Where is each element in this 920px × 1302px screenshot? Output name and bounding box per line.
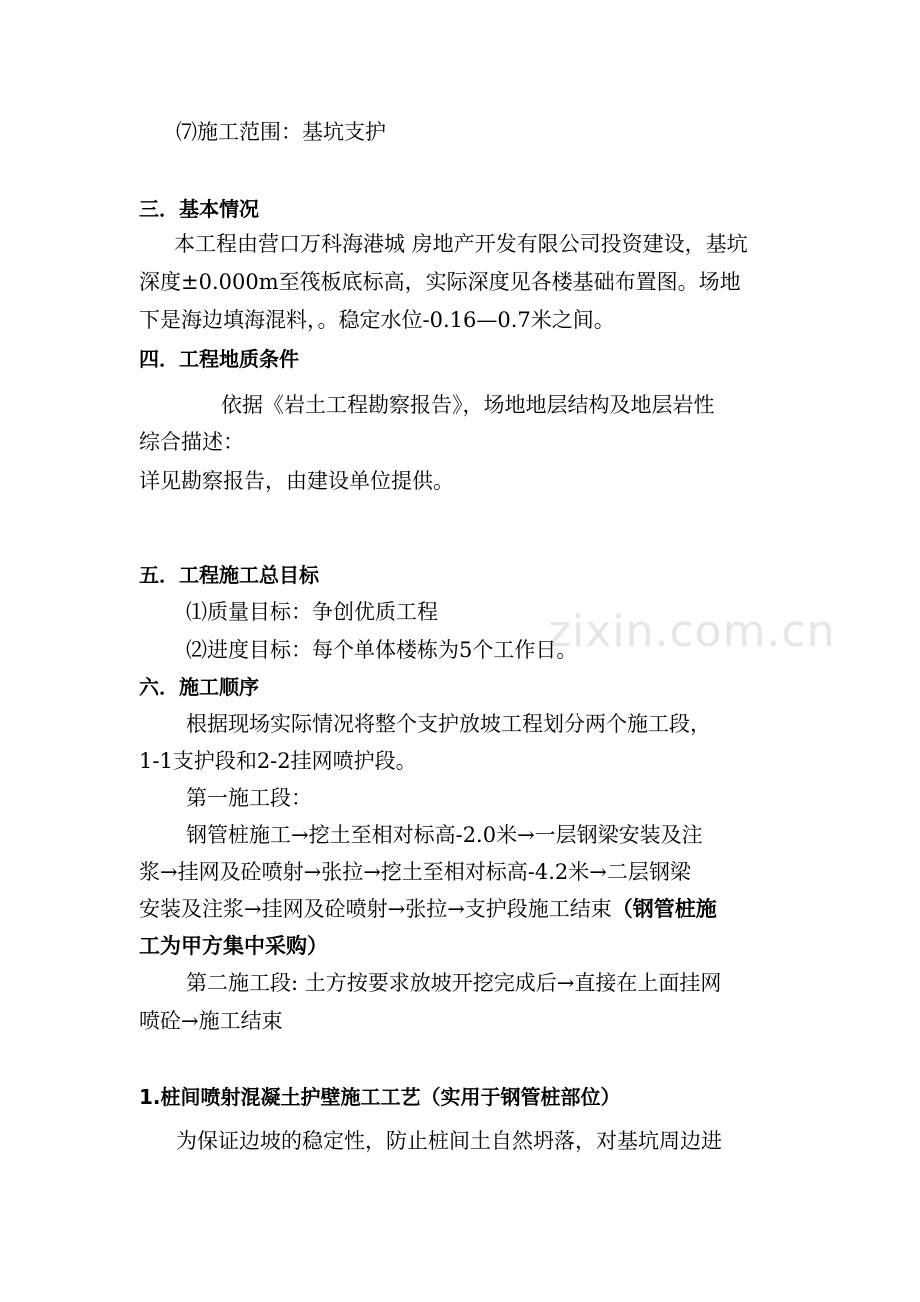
section-6-title: 六．施工顺序 xyxy=(139,675,259,699)
subsection-1-title: 1.桩间喷射混凝土护壁施工工艺（实用于钢管桩部位） xyxy=(139,1085,621,1109)
section-6-paragraph-line-2: 1-1支护段和2-2挂网喷护段。 xyxy=(139,749,417,773)
stage-1-line-4-bold: 工为甲方集中采购） xyxy=(139,934,328,958)
subsection-1-paragraph-line-1: 为保证边坡的稳定性，防止桩间土自然坍落，对基坑周边进 xyxy=(176,1129,722,1153)
section-5-item-2: ⑵进度目标：每个单体楼栋为5个工作日。 xyxy=(186,638,578,662)
stage-2-line-2: 喷砼→施工结束 xyxy=(139,1009,283,1033)
section-3-paragraph-line-1: 本工程由营口万科海港城 房地产开发有限公司投资建设，基坑 xyxy=(174,232,748,256)
section-3-paragraph-line-2: 深度±0.000m至筏板底标高，实际深度见各楼基础布置图。场地 xyxy=(139,270,741,294)
stage-1-line-2: 浆→挂网及砼喷射→张拉→挖土至相对标高-4.2米→二层钢梁 xyxy=(139,860,691,884)
section-5-title: 五．工程施工总目标 xyxy=(139,563,319,587)
section-3-paragraph-line-3: 下是海边填海混料，。稳定水位-0.16—0.7米之间。 xyxy=(139,308,615,332)
section-6-paragraph-line-1: 根据现场实际情况将整个支护放坡工程划分两个施工段， xyxy=(186,712,711,736)
section-3-title: 三．基本情况 xyxy=(139,197,259,221)
stage-2-line-1: 第二施工段: 土方按要求放坡开挖完成后→直接在上面挂网 xyxy=(186,971,722,995)
section-4-paragraph-line-2: 综合描述： xyxy=(139,430,244,454)
stage-1-line-3-text: 安装及注浆→挂网及砼喷射→张拉→支护段施工结束 xyxy=(139,897,612,921)
scope-line: ⑺施工范围：基坑支护 xyxy=(176,120,386,144)
stage-1-label: 第一施工段： xyxy=(186,786,312,810)
stage-1-line-3-bold: （钢管桩施 xyxy=(611,897,717,921)
section-4-paragraph-line-3: 详见勘察报告，由建设单位提供。 xyxy=(139,469,454,493)
section-4-paragraph-line-1: 依据《岩土工程勘察报告》，场地地层结构及地层岩性 xyxy=(221,393,715,417)
stage-1-line-3 xyxy=(139,894,717,924)
watermark: zixin.com.cn xyxy=(548,606,836,657)
stage-1-line-1: 钢管桩施工→挖土至相对标高-2.0米→一层钢梁安装及注 xyxy=(186,823,703,847)
section-4-title: 四．工程地质条件 xyxy=(139,347,299,371)
section-5-item-1: ⑴质量目标：争创优质工程 xyxy=(186,600,438,624)
